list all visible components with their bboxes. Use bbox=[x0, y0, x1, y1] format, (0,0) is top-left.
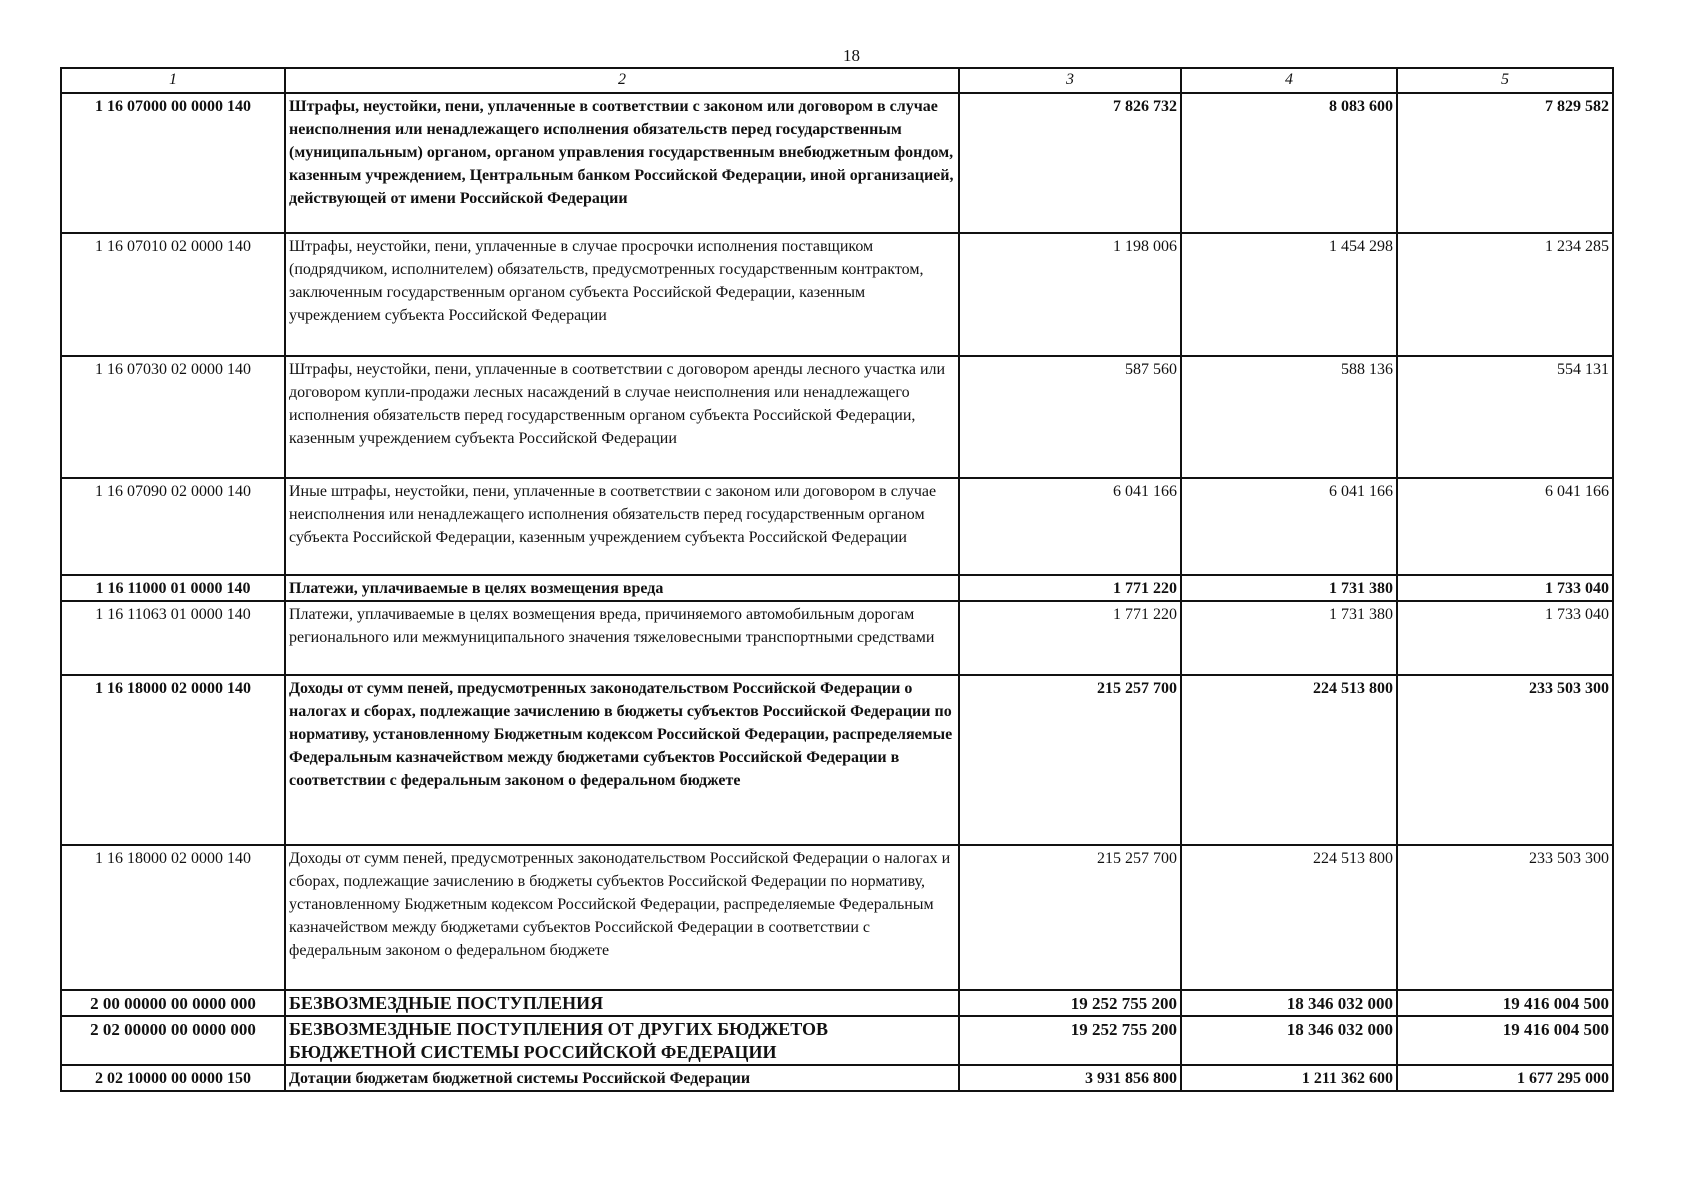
amount-cell: 1 211 362 600 bbox=[1181, 1065, 1397, 1091]
amount-cell: 1 771 220 bbox=[959, 601, 1181, 675]
budget-code-cell: 1 16 07090 02 0000 140 bbox=[61, 478, 285, 575]
table-row bbox=[61, 93, 1613, 233]
revenue-name-cell: Штрафы, неустойки, пени, уплаченные в соответствии с законом или договором в случае неисполнения или ненадлежащего исполнения обязательств перед государственным (муниципальным) органом, органом управления государственным внебюджетным фондом, казенным учреждением, Центральным банком Российской Федерации, иной организацией, действующей от имени Российской Федерации bbox=[285, 93, 959, 233]
budget-code-cell: 1 16 18000 02 0000 140 bbox=[61, 675, 285, 845]
amount-cell: 19 252 755 200 bbox=[959, 1016, 1181, 1065]
amount-cell: 233 503 300 bbox=[1397, 675, 1613, 845]
amount-cell: 1 771 220 bbox=[959, 575, 1181, 601]
amount-cell: 1 234 285 bbox=[1397, 233, 1613, 356]
budget-code-cell: 1 16 11063 01 0000 140 bbox=[61, 601, 285, 675]
revenue-name-cell: БЕЗВОЗМЕЗДНЫЕ ПОСТУПЛЕНИЯ bbox=[285, 990, 959, 1016]
amount-cell: 224 513 800 bbox=[1181, 675, 1397, 845]
table-row bbox=[61, 675, 1613, 845]
column-header: 1 bbox=[61, 68, 285, 93]
budget-code-cell: 1 16 07000 00 0000 140 bbox=[61, 93, 285, 233]
budget-revenue-table bbox=[60, 67, 1614, 1092]
table-row bbox=[61, 1016, 1613, 1065]
revenue-name-cell: Иные штрафы, неустойки, пени, уплаченные в соответствии с законом или договором в случае неисполнения или ненадлежащего исполнения обязательств перед государственным органом субъекта Российской Федерации, казенным учреждением субъекта Российской Федерации bbox=[285, 478, 959, 575]
amount-cell: 1 677 295 000 bbox=[1397, 1065, 1613, 1091]
table-row bbox=[61, 601, 1613, 675]
amount-cell: 6 041 166 bbox=[1181, 478, 1397, 575]
amount-cell: 7 826 732 bbox=[959, 93, 1181, 233]
budget-code-cell: 1 16 18000 02 0000 140 bbox=[61, 845, 285, 990]
amount-cell: 1 733 040 bbox=[1397, 601, 1613, 675]
budget-code-cell: 1 16 07010 02 0000 140 bbox=[61, 233, 285, 356]
budget-code-cell: 1 16 11000 01 0000 140 bbox=[61, 575, 285, 601]
revenue-name-cell: Платежи, уплачиваемые в целях возмещения вреда bbox=[285, 575, 959, 601]
budget-code-cell: 2 02 00000 00 0000 000 bbox=[61, 1016, 285, 1065]
column-header: 2 bbox=[285, 68, 959, 93]
amount-cell: 587 560 bbox=[959, 356, 1181, 478]
amount-cell: 588 136 bbox=[1181, 356, 1397, 478]
revenue-name-cell: БЕЗВОЗМЕЗДНЫЕ ПОСТУПЛЕНИЯ ОТ ДРУГИХ БЮДЖЕТОВ БЮДЖЕТНОЙ СИСТЕМЫ РОССИЙСКОЙ ФЕДЕРАЦИИ bbox=[285, 1016, 959, 1065]
amount-cell: 1 198 006 bbox=[959, 233, 1181, 356]
amount-cell: 7 829 582 bbox=[1397, 93, 1613, 233]
table-row bbox=[61, 233, 1613, 356]
amount-cell: 1 731 380 bbox=[1181, 601, 1397, 675]
amount-cell: 3 931 856 800 bbox=[959, 1065, 1181, 1091]
budget-code-cell: 1 16 07030 02 0000 140 bbox=[61, 356, 285, 478]
table-row bbox=[61, 478, 1613, 575]
amount-cell: 6 041 166 bbox=[959, 478, 1181, 575]
amount-cell: 19 416 004 500 bbox=[1397, 990, 1613, 1016]
revenue-name-cell: Доходы от сумм пеней, предусмотренных законодательством Российской Федерации о налогах и сборах, подлежащие зачислению в бюджеты субъектов Российской Федерации по нормативу, установленному Бюджетным кодексом Российской Федерации, распределяемые Федеральным казначейством между бюджетами субъектов Российской Федерации в соответствии с федеральным законом о федеральном бюджете bbox=[285, 675, 959, 845]
column-header: 4 bbox=[1181, 68, 1397, 93]
table-row bbox=[61, 575, 1613, 601]
amount-cell: 215 257 700 bbox=[959, 845, 1181, 990]
revenue-name-cell: Доходы от сумм пеней, предусмотренных законодательством Российской Федерации о налогах и сборах, подлежащие зачислению в бюджеты субъектов Российской Федерации по нормативу, установленному Бюджетным кодексом Российской Федерации, распределяемые Федеральным казначейством между бюджетами субъектов Российской Федерации в соответствии с федеральным законом о федеральном бюджете bbox=[285, 845, 959, 990]
page-number: 18 bbox=[843, 46, 860, 65]
amount-cell: 1 731 380 bbox=[1181, 575, 1397, 601]
column-number-row bbox=[61, 68, 1613, 93]
table-row bbox=[61, 845, 1613, 990]
amount-cell: 19 416 004 500 bbox=[1397, 1016, 1613, 1065]
amount-cell: 8 083 600 bbox=[1181, 93, 1397, 233]
amount-cell: 19 252 755 200 bbox=[959, 990, 1181, 1016]
amount-cell: 215 257 700 bbox=[959, 675, 1181, 845]
amount-cell: 1 733 040 bbox=[1397, 575, 1613, 601]
table-row bbox=[61, 990, 1613, 1016]
revenue-name-cell: Платежи, уплачиваемые в целях возмещения вреда, причиняемого автомобильным дорогам регионального или межмуниципального значения тяжеловесными транспортными средствами bbox=[285, 601, 959, 675]
table-row bbox=[61, 1065, 1613, 1091]
amount-cell: 233 503 300 bbox=[1397, 845, 1613, 990]
revenue-name-cell: Штрафы, неустойки, пени, уплаченные в соответствии с договором аренды лесного участка или договором купли-продажи лесных насаждений в случае неисполнения или ненадлежащего исполнения обязательств перед государственным органом субъекта Российской Федерации, казенным учреждением субъекта Российской Федерации bbox=[285, 356, 959, 478]
amount-cell: 224 513 800 bbox=[1181, 845, 1397, 990]
table-row bbox=[61, 356, 1613, 478]
budget-code-cell: 2 02 10000 00 0000 150 bbox=[61, 1065, 285, 1091]
amount-cell: 554 131 bbox=[1397, 356, 1613, 478]
revenue-name-cell: Дотации бюджетам бюджетной системы Российской Федерации bbox=[285, 1065, 959, 1091]
amount-cell: 18 346 032 000 bbox=[1181, 990, 1397, 1016]
amount-cell: 6 041 166 bbox=[1397, 478, 1613, 575]
amount-cell: 1 454 298 bbox=[1181, 233, 1397, 356]
amount-cell: 18 346 032 000 bbox=[1181, 1016, 1397, 1065]
column-header: 5 bbox=[1397, 68, 1613, 93]
column-header: 3 bbox=[959, 68, 1181, 93]
budget-code-cell: 2 00 00000 00 0000 000 bbox=[61, 990, 285, 1016]
revenue-name-cell: Штрафы, неустойки, пени, уплаченные в случае просрочки исполнения поставщиком (подрядчиком, исполнителем) обязательств, предусмотренных государственным контрактом, заключенным государственным органом субъекта Российской Федерации, казенным учреждением субъекта Российской Федерации bbox=[285, 233, 959, 356]
